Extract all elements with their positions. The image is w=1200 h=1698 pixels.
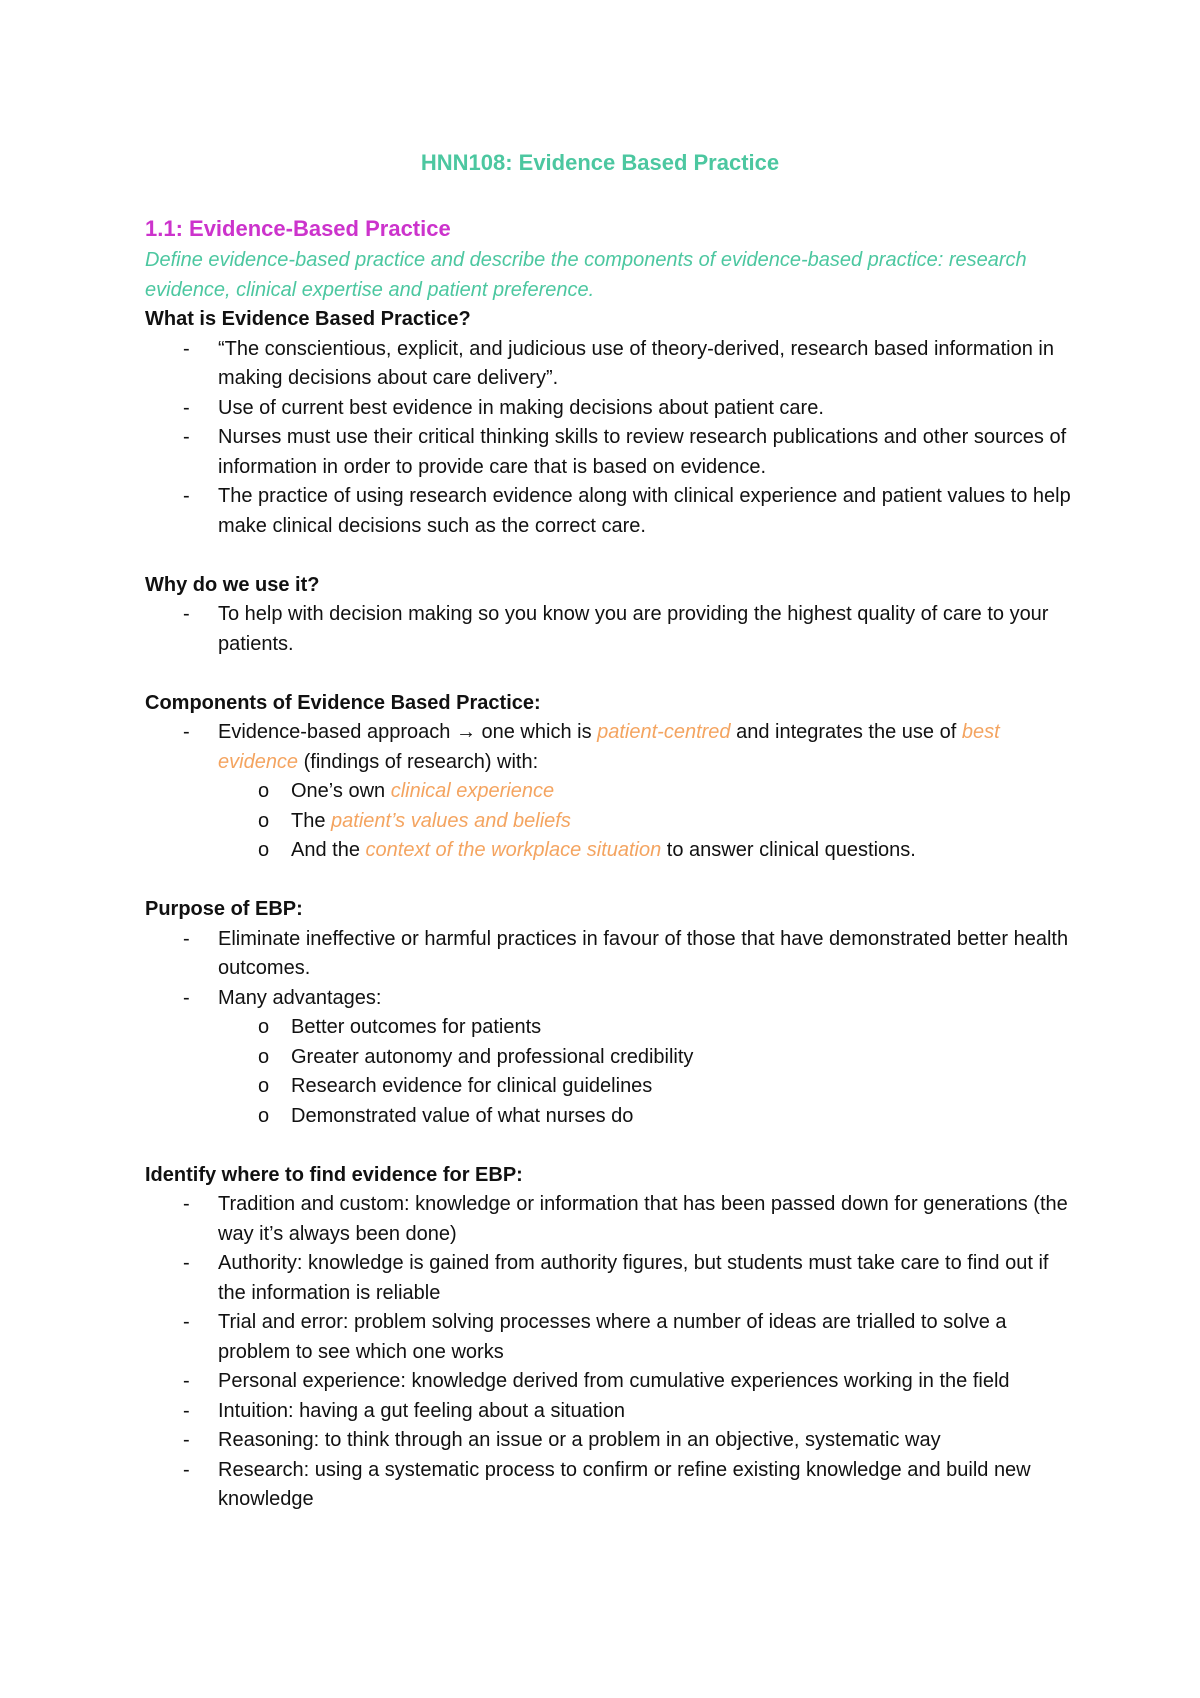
list-item: - Nurses must use their critical thinking skills to review research publications and other sources of information in order to provide care that is based on evidence. <box>183 426 1067 478</box>
list-item: - Trial and error: problem solving processes where a number of ideas are trialled to solve a problem to see which one works <box>183 1311 1007 1363</box>
list-item: - The practice of using research evidence along with clinical experience and patient values to help make clinical decisions such as the correct care. <box>183 485 1071 537</box>
components-list <box>145 718 1075 866</box>
section-heading: 1.1: Evidence-Based Practice <box>145 216 451 241</box>
list-item: - Many advantages: o Better outcomes for patients o Greater autonomy and professional credibility o Research evidence for clinical guidelines o Demonstrated value of what nurses do <box>145 984 1075 1132</box>
list-item: - Reasoning: to think through an issue or a problem in an objective, systematic way <box>183 1429 941 1451</box>
sublist-item: o Research evidence for clinical guidelines <box>258 1075 653 1097</box>
document-body <box>145 212 1075 1515</box>
highlight-text: patient-centred <box>597 721 731 743</box>
sublist-item: o Greater autonomy and professional credibility <box>258 1045 694 1068</box>
list-item: - Use of current best evidence in making decisions about patient care. <box>183 396 824 419</box>
list-item: - Authority: knowledge is gained from authority figures, but students must take care to find out if the information is reliable <box>183 1252 1049 1304</box>
purpose-list <box>145 925 1075 1132</box>
components-heading: Components of Evidence Based Practice: <box>145 691 541 714</box>
highlight-text: context of the workplace situation <box>365 839 662 861</box>
sublist-item: o The patient’s values and beliefs <box>258 809 571 832</box>
list-item: - Personal experience: knowledge derived from cumulative experiences working in the field <box>183 1370 1010 1392</box>
list-item: - “The conscientious, explicit, and judicious use of theory-derived, research based information in making decisions about care delivery”. <box>183 337 1054 389</box>
sublist-item: o Better outcomes for patients <box>258 1016 542 1038</box>
sources-list <box>145 1190 1075 1515</box>
purpose-heading: Purpose of EBP: <box>145 898 303 920</box>
advantages-sublist <box>218 1013 1075 1131</box>
sources-heading: Identify where to find evidence for EBP: <box>145 1163 523 1186</box>
highlight-text: clinical experience <box>390 780 555 802</box>
arrow-right-icon: → <box>455 721 476 743</box>
components-sublist <box>145 777 1075 866</box>
list-item: - Evidence-based approach → one which is patient-centred and integrates the use of best evidence (findings of research) with: o One’s own clinical experience o The patient’s values and beliefs o And the context of the workplace situation to answer clinical questions. <box>145 718 1075 866</box>
list-item: - Intuition: having a gut feeling about a situation <box>183 1399 625 1422</box>
document-title: HNN108: Evidence Based Practice <box>420 150 780 175</box>
sublist-item: o Demonstrated value of what nurses do <box>258 1104 634 1127</box>
highlight-text: best evidence <box>218 721 1000 773</box>
why-heading: Why do we use it? <box>145 573 320 596</box>
why-list <box>145 600 1075 659</box>
list-item: - To help with decision making so you know you are providing the highest quality of care to your patients. <box>183 603 1049 655</box>
list-item: - Eliminate ineffective or harmful practices in favour of those that have demonstrated better health outcomes. <box>183 927 1069 979</box>
what-is-list <box>145 335 1075 542</box>
highlight-text: patient’s values and beliefs <box>331 809 571 832</box>
list-item: - Tradition and custom: knowledge or information that has been passed down for generations (the way it’s always been done) <box>183 1193 1068 1245</box>
sublist-item: o And the context of the workplace situation to answer clinical questions. <box>258 839 916 861</box>
what-is-heading: What is Evidence Based Practice? <box>145 308 471 330</box>
list-item: - Research: using a systematic process to confirm or refine existing knowledge and build new knowledge <box>183 1458 1031 1510</box>
sublist-item: o One’s own clinical experience <box>258 780 555 802</box>
learning-objective: Define evidence-based practice and describe the components of evidence-based practice: research evidence, clinical expertise and patient preference. <box>145 249 1027 301</box>
